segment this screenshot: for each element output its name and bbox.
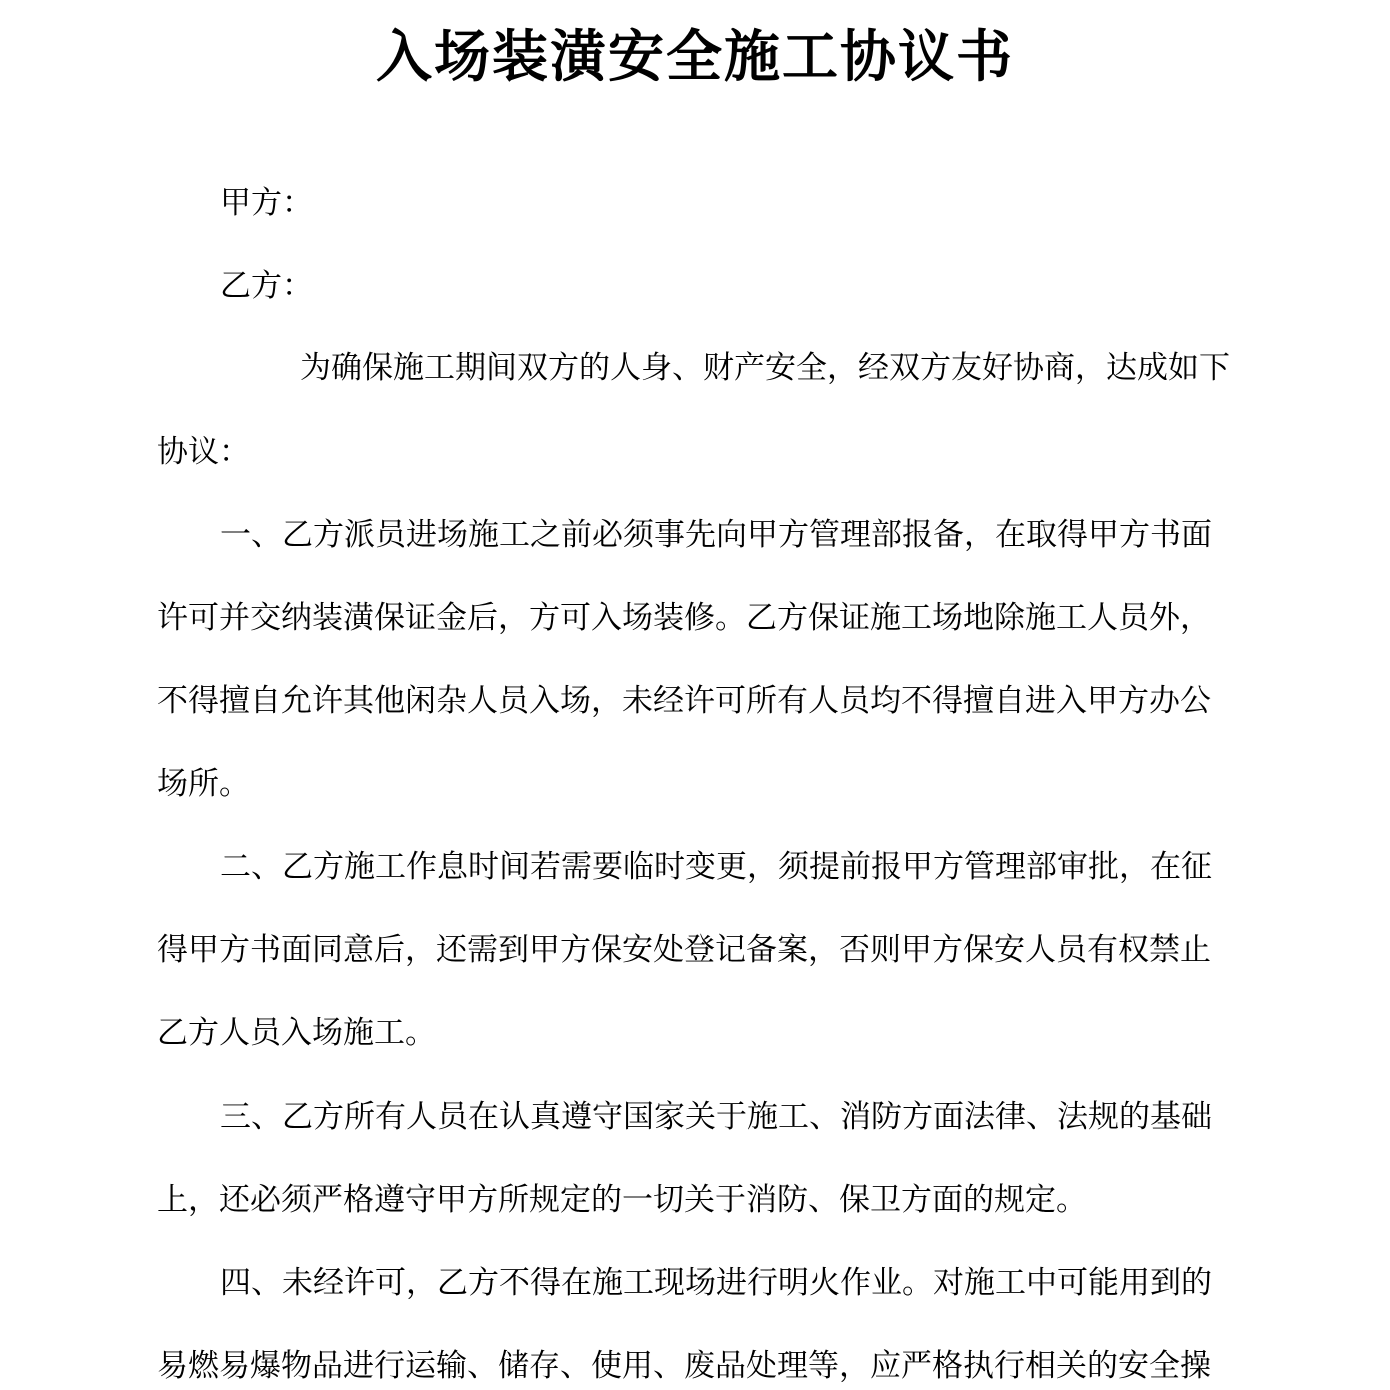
party-a-label: 甲方： bbox=[220, 185, 313, 221]
clause1-line-3: 不得擅自允许其他闲杂人员入场，未经许可所有人员均不得擅自进入甲方办公 bbox=[157, 683, 1211, 719]
party-b-label: 乙方： bbox=[220, 268, 313, 304]
clause4-line-2: 易燃易爆物品进行运输、储存、使用、废品处理等，应严格执行相关的安全操 bbox=[157, 1348, 1211, 1384]
clause2-line-3: 乙方人员入场施工。 bbox=[157, 1015, 436, 1051]
clause1-line-2: 许可并交纳装潢保证金后，方可入场装修。乙方保证施工场地除施工人员外， bbox=[157, 600, 1211, 636]
clause3-line-2: 上，还必须严格遵守甲方所规定的一切关于消防、保卫方面的规定。 bbox=[157, 1182, 1087, 1218]
clause1-line-1: 一、乙方派员进场施工之前必须事先向甲方管理部报备，在取得甲方书面 bbox=[220, 517, 1212, 553]
intro-line-1: 为确保施工期间双方的人身、财产安全，经双方友好协商，达成如下 bbox=[300, 350, 1230, 386]
intro-line-2: 协议： bbox=[157, 434, 250, 470]
clause4-line-1: 四、未经许可，乙方不得在施工现场进行明火作业。对施工中可能用到的 bbox=[220, 1265, 1212, 1301]
document-title: 入场装潢安全施工协议书 bbox=[376, 24, 1014, 90]
clause2-line-2: 得甲方书面同意后，还需到甲方保安处登记备案，否则甲方保安人员有权禁止 bbox=[157, 932, 1211, 968]
clause2-line-1: 二、乙方施工作息时间若需要临时变更，须提前报甲方管理部审批，在征 bbox=[220, 849, 1212, 885]
clause3-line-1: 三、乙方所有人员在认真遵守国家关于施工、消防方面法律、法规的基础 bbox=[220, 1099, 1212, 1135]
clause1-line-4: 场所。 bbox=[157, 766, 250, 802]
